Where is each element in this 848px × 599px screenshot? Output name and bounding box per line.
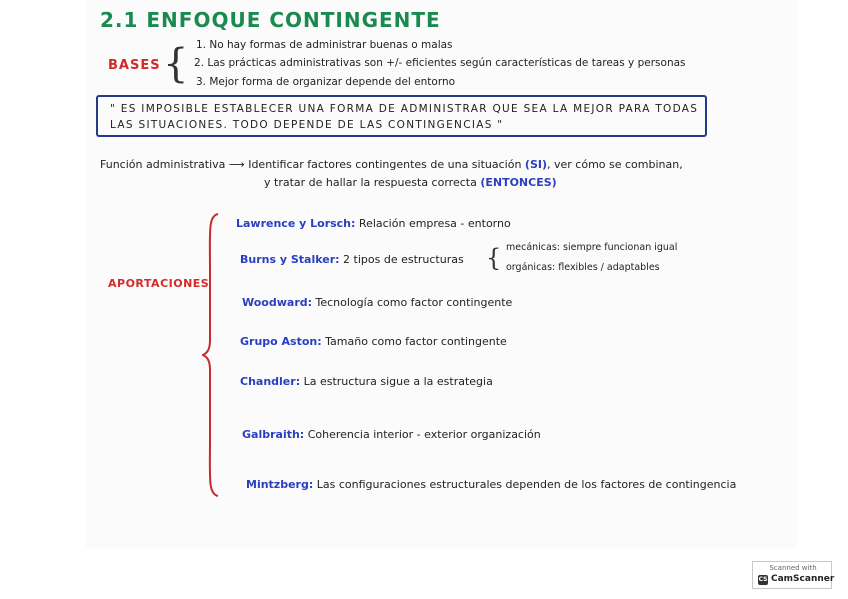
badge-caption: Scanned with <box>769 564 817 572</box>
funcion-label: Función administrativa <box>100 158 226 171</box>
quote-box <box>96 95 707 137</box>
aportacion-text: Tamaño como factor contingente <box>325 335 507 348</box>
bases-label: BASES <box>108 58 161 73</box>
aportacion-author: Galbraith: <box>242 428 305 441</box>
aportaciones-label: APORTACIONES <box>108 277 210 290</box>
aportacion-author: Burns y Stalker: <box>240 253 340 266</box>
camscanner-badge <box>752 561 835 589</box>
arrow-icon: ⟶ <box>228 158 245 171</box>
aportacion-text: Tecnología como factor contingente <box>315 296 513 309</box>
estructura-item: mecánicas: siempre funcionan igual <box>506 242 678 253</box>
quote-text: " ES IMPOSIBLE ESTABLECER UNA FORMA DE ADMINISTRAR QUE SEA LA MEJOR PARA TODAS LAS SITUACIONES. TODO DEPENDE DE LAS CONTINGENCIAS " <box>110 103 699 131</box>
si-tag: (SI) <box>524 158 547 171</box>
aportacion-text: Coherencia interior - exterior organización <box>307 428 541 441</box>
aportacion-author: Chandler: <box>240 375 301 388</box>
funcion-line-2 <box>264 176 557 189</box>
aportacion-text: Relación empresa - entorno <box>358 217 511 230</box>
funcion-text-1: Identificar factores contingentes de una situación <box>248 158 522 171</box>
funcion-text-2: , ver cómo se combinan, <box>547 158 683 171</box>
entonces-tag: (ENTONCES) <box>480 176 557 189</box>
aportacion-item <box>240 335 507 348</box>
camscanner-logo-icon: CS <box>758 576 768 583</box>
aportacion-author: Grupo Aston: <box>240 335 322 348</box>
bases-brace: { <box>163 41 189 87</box>
aportacion-item <box>246 478 736 491</box>
bases-item: 3. Mejor forma de organizar depende del entorno <box>196 76 456 88</box>
funcion-text-3: y tratar de hallar la respuesta correcta <box>264 176 477 189</box>
aportacion-item <box>240 375 493 388</box>
funcion-line-1 <box>100 158 683 171</box>
aportacion-item <box>236 217 511 230</box>
bases-item: 1. No hay formas de administrar buenas o malas <box>196 39 453 51</box>
aportacion-item <box>242 296 512 309</box>
aportacion-author: Lawrence y Lorsch: <box>236 217 356 230</box>
aportacion-text: La estructura sigue a la estrategia <box>303 375 493 388</box>
aportacion-item <box>242 428 541 441</box>
bases-item: 2. Las prácticas administrativas son +/- eficientes según características de tareas y personas <box>194 57 686 69</box>
aportacion-item <box>240 253 464 266</box>
estructura-item: orgánicas: flexibles / adaptables <box>506 262 660 273</box>
aportacion-text: 2 tipos de estructuras <box>343 253 464 266</box>
aportacion-text: Las configuraciones estructurales dependen de los factores de contingencia <box>316 478 737 491</box>
aportaciones-brace <box>202 212 220 498</box>
page-title: 2.1 ENFOQUE CONTINGENTE <box>100 8 441 32</box>
badge-name: CamScanner <box>771 574 835 584</box>
estructuras-brace: { <box>486 244 502 272</box>
aportacion-author: Mintzberg: <box>246 478 314 491</box>
aportacion-author: Woodward: <box>242 296 313 309</box>
